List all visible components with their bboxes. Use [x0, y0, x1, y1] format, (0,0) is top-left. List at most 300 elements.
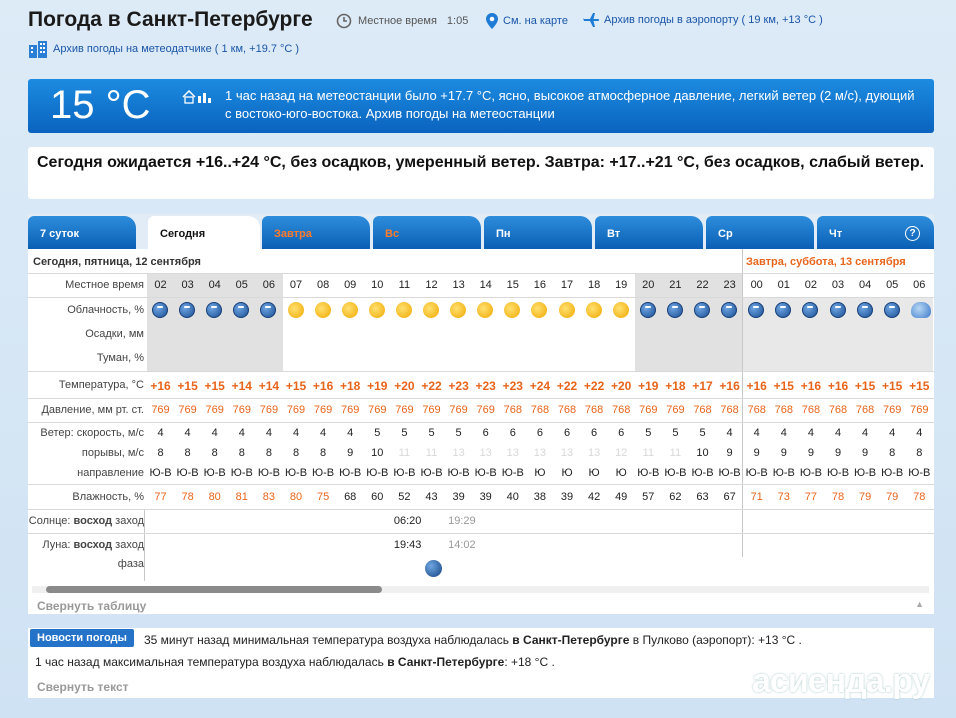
wind-direction-cell: Ю-В — [420, 467, 443, 479]
hour-cell: 18 — [587, 279, 601, 291]
sunset-time: 19:29 — [448, 515, 476, 527]
gust-cell: 9 — [862, 447, 869, 459]
row-label: Ветер: скорость, м/с — [40, 427, 144, 439]
pressure-cell: 769 — [259, 404, 279, 416]
hour-cell: 09 — [344, 279, 357, 291]
hour-cell: 17 — [560, 279, 574, 291]
humidity-cell: 39 — [479, 491, 492, 503]
humidity-cell: 78 — [181, 491, 194, 503]
wind-speed-cell: 4 — [238, 427, 245, 439]
watermark: асиенда.ру — [752, 662, 930, 700]
humidity-cell: 77 — [154, 491, 167, 503]
news-item — [144, 633, 802, 647]
wind-direction-cell: Ю-В — [908, 467, 931, 479]
row-label: Влажность, % — [72, 491, 144, 503]
wind-speed-cell: 6 — [591, 427, 598, 439]
sunrise-label: восход — [73, 515, 113, 527]
temperature-cell: +23 — [475, 379, 496, 393]
clear-night-icon — [667, 302, 683, 318]
hour-cell: 15 — [506, 279, 519, 291]
row-fog — [28, 347, 934, 371]
sun-icon — [586, 302, 602, 318]
pressure-cell: 768 — [557, 404, 577, 416]
temperature-cell: +15 — [285, 379, 307, 393]
temperature-cell: +16 — [150, 379, 171, 393]
humidity-cell: 78 — [913, 491, 926, 503]
humidity-cell: 67 — [723, 491, 736, 503]
wind-speed-cell: 4 — [807, 427, 814, 439]
moonset-label: заход — [115, 539, 144, 551]
temperature-cell: +17 — [692, 379, 713, 393]
tab-label: Завтра — [274, 228, 312, 240]
hour-cell: 03 — [831, 279, 845, 291]
airport-archive-label[interactable]: Архив погоды в аэропорту ( 19 км, +13 °C ) — [604, 14, 823, 26]
hour-cell: 00 — [750, 279, 763, 291]
sun-icon — [288, 302, 304, 318]
tab-thursday[interactable] — [817, 216, 934, 249]
wind-speed-cell: 5 — [455, 427, 462, 439]
wind-speed-cell: 4 — [726, 427, 733, 439]
wind-direction-cell: Ю-В — [203, 467, 226, 479]
temperature-cell: +15 — [909, 379, 930, 393]
clear-night-icon — [206, 302, 222, 318]
gust-cell: 8 — [238, 447, 245, 459]
pressure-cell: 769 — [232, 404, 251, 416]
row-label — [28, 539, 144, 551]
humidity-cell: 60 — [371, 491, 384, 503]
wind-direction-cell: Ю-В — [149, 467, 172, 479]
moonset-time: 14:02 — [448, 539, 476, 551]
cloudy-night-icon — [911, 302, 931, 318]
temperature-cell: +15 — [882, 379, 903, 393]
temperature-cell: +15 — [854, 379, 876, 393]
collapse-table-link[interactable]: Свернуть таблицу — [37, 599, 147, 613]
wind-speed-cell: 4 — [292, 427, 300, 439]
gust-cell: 11 — [669, 447, 682, 459]
news-badge: Новости погоды — [30, 629, 134, 647]
pressure-cell: 769 — [666, 404, 685, 416]
gust-cell: 8 — [320, 447, 327, 459]
wind-speed-cell: 4 — [320, 427, 327, 439]
temperature-cell: +18 — [340, 379, 361, 393]
row-wind_speed — [28, 422, 934, 444]
hour-cell: 05 — [235, 279, 248, 291]
temperature-cell: +19 — [367, 379, 388, 393]
wind-direction-cell: Ю-В — [718, 467, 741, 479]
sun-icon — [423, 302, 439, 318]
scrollbar-thumb[interactable] — [46, 586, 382, 593]
clear-night-icon — [694, 302, 710, 318]
pressure-cell: 768 — [584, 404, 604, 416]
wind-speed-cell: 6 — [563, 427, 571, 439]
temperature-cell: +23 — [502, 379, 523, 393]
row-sun — [28, 509, 934, 533]
temperature-cell: +16 — [719, 379, 740, 393]
sun-icon — [315, 302, 331, 318]
pressure-cell: 769 — [449, 404, 468, 416]
tomorrow-date-label: Завтра, суббота, 13 сентября — [746, 256, 906, 268]
temperature-cell: +15 — [177, 379, 198, 393]
humidity-cell: 81 — [235, 491, 248, 503]
hour-cell: 04 — [208, 279, 221, 291]
humidity-cell: 80 — [289, 491, 303, 503]
row-label: Температура, °C — [58, 379, 144, 391]
wind-direction-cell: Ю-В — [799, 467, 822, 479]
wind-direction-cell: Ю — [534, 467, 546, 479]
building-icon — [28, 40, 50, 58]
gust-cell: 8 — [916, 447, 923, 459]
gust-cell: 10 — [696, 447, 709, 459]
gust-cell: 8 — [157, 447, 164, 459]
sun-icon — [613, 302, 629, 318]
gust-cell: 9 — [753, 447, 760, 459]
tab-label: Сегодня — [160, 228, 206, 240]
pressure-cell: 768 — [801, 404, 821, 416]
tab-7-days[interactable] — [28, 216, 136, 249]
pressure-cell: 768 — [747, 404, 766, 416]
wind-direction-cell: Ю-В — [664, 467, 687, 479]
sun-icon — [504, 302, 520, 318]
wind-speed-cell: 6 — [618, 427, 625, 439]
current-weather-banner — [28, 79, 934, 133]
news-text: : +18 °C . — [504, 655, 555, 669]
row-label: Осадки, мм — [85, 328, 144, 340]
wind-speed-cell: 5 — [401, 427, 408, 439]
tab-label: Ср — [718, 228, 733, 240]
wind-speed-cell: 6 — [509, 427, 516, 439]
gust-cell: 11 — [425, 447, 438, 459]
humidity-cell: 79 — [886, 491, 899, 503]
hour-cell: 03 — [181, 279, 194, 291]
news-city: в Санкт-Петербурге — [387, 655, 505, 669]
humidity-cell: 62 — [669, 491, 682, 503]
row-label: порывы, м/с — [81, 447, 144, 459]
row-temp — [28, 371, 934, 398]
pressure-cell: 769 — [368, 404, 387, 416]
row-direction — [28, 463, 934, 484]
horizontal-scrollbar[interactable] — [32, 586, 929, 593]
clear-night-icon — [748, 302, 764, 318]
gust-cell: 13 — [560, 447, 574, 459]
sun-icon — [531, 302, 547, 318]
temperature-cell: +23 — [448, 379, 469, 393]
airport-archive-link[interactable] — [583, 13, 823, 27]
hour-cell: 02 — [804, 279, 818, 291]
pressure-cell: 769 — [422, 404, 441, 416]
gust-cell: 11 — [642, 447, 654, 459]
temperature-cell: +19 — [638, 379, 659, 393]
hour-cell: 22 — [696, 279, 709, 291]
wind-direction-cell: Ю-В — [826, 467, 850, 479]
wind-direction-cell: Ю — [588, 467, 600, 479]
tab-tuesday[interactable] — [595, 216, 703, 249]
hour-cell: 10 — [371, 279, 384, 291]
temperature-cell: +22 — [556, 379, 578, 393]
pressure-cell: 768 — [855, 404, 875, 416]
temperature-cell: +22 — [421, 379, 442, 393]
collapse-text-link[interactable]: Свернуть текст — [37, 680, 129, 694]
wind-speed-cell: 5 — [672, 427, 679, 439]
wind-direction-cell: Ю-В — [637, 467, 660, 479]
wind-speed-cell: 4 — [916, 427, 923, 439]
temperature-cell: +15 — [773, 379, 794, 393]
local-time-label: Местное время — [358, 15, 437, 27]
gust-cell: 9 — [807, 447, 814, 459]
wind-direction-cell: Ю-В — [257, 467, 280, 479]
gust-cell: 9 — [347, 447, 354, 459]
moon-phase-label: фаза — [117, 558, 144, 570]
gust-cell: 13 — [452, 447, 465, 459]
pressure-cell: 768 — [720, 404, 739, 416]
today-date-label: Сегодня, пятница, 12 сентября — [33, 256, 201, 268]
wind-speed-cell: 6 — [482, 427, 489, 439]
humidity-cell: 79 — [858, 491, 872, 503]
current-weather-description[interactable]: 1 час назад на метеостанции было +17.7 °C, ясно, высокое атмосферное давление, легкий ветер (2 м/с), дующий с востоко-юго-востока. Архив погоды на метеостанции — [225, 88, 915, 121]
clear-night-icon — [233, 302, 249, 318]
row-time — [28, 273, 934, 297]
tab-sunday[interactable] — [373, 216, 481, 249]
help-icon[interactable]: ? — [905, 226, 920, 241]
wind-direction-cell: Ю-В — [745, 467, 768, 479]
map-link[interactable] — [486, 13, 568, 29]
tab-label: Вт — [607, 228, 621, 240]
wind-direction-cell: Ю-В — [854, 467, 877, 479]
wind-direction-cell: Ю — [615, 467, 627, 479]
pressure-cell: 769 — [639, 404, 658, 416]
wind-speed-cell: 5 — [374, 427, 381, 439]
row-clouds — [28, 297, 934, 322]
humidity-cell: 68 — [344, 491, 357, 503]
wind-direction-cell: Ю-В — [366, 467, 389, 479]
gust-cell: 9 — [726, 447, 733, 459]
wind-direction-cell: Ю-В — [339, 467, 362, 479]
sunset-label: заход — [115, 515, 144, 527]
tab-label: Вс — [385, 228, 400, 240]
row-gusts — [28, 444, 934, 463]
tab-wednesday[interactable] — [706, 216, 814, 249]
wind-direction-cell: Ю-В — [447, 467, 470, 479]
wind-speed-cell: 4 — [347, 427, 354, 439]
tab-label: Пн — [496, 228, 511, 240]
wind-speed-cell: 4 — [265, 427, 272, 439]
sun-icon — [477, 302, 493, 318]
hour-cell: 19 — [615, 279, 628, 291]
hour-cell: 07 — [289, 279, 303, 291]
sun-icon — [396, 302, 412, 318]
wind-speed-cell: 5 — [428, 427, 435, 439]
hour-cell: 16 — [533, 279, 547, 291]
humidity-cell: 38 — [533, 491, 547, 503]
sun-icon — [369, 302, 385, 318]
humidity-cell: 75 — [316, 491, 330, 503]
pressure-cell: 768 — [774, 404, 793, 416]
wind-direction-cell: Ю-В — [881, 467, 904, 479]
news-text: 1 час назад максимальная температура воздуха наблюдалась — [35, 655, 388, 669]
row-label: направление — [77, 467, 144, 479]
sun-label: Солнце: — [28, 515, 71, 527]
sun-icon — [342, 302, 358, 318]
news-item — [35, 655, 555, 669]
meteo-archive-link[interactable] — [28, 40, 299, 58]
humidity-cell: 49 — [615, 491, 628, 503]
humidity-cell: 39 — [560, 491, 574, 503]
temperature-cell: +20 — [611, 379, 632, 393]
temperature-cell: +20 — [394, 379, 415, 393]
wind-direction-cell: Ю-В — [474, 467, 497, 479]
map-link-label[interactable]: См. на карте — [503, 15, 568, 27]
pressure-cell: 769 — [286, 404, 306, 416]
humidity-cell: 42 — [587, 491, 601, 503]
pressure-cell: 769 — [178, 404, 197, 416]
hour-cell: 05 — [886, 279, 899, 291]
clear-night-icon — [830, 302, 846, 318]
hour-cell: 06 — [262, 279, 276, 291]
gust-cell: 9 — [834, 447, 842, 459]
humidity-cell: 78 — [831, 491, 845, 503]
temperature-cell: +14 — [231, 379, 252, 393]
wind-direction-cell: Ю-В — [393, 467, 416, 479]
collapse-arrow-icon[interactable]: ▲ — [915, 599, 924, 609]
wind-speed-cell: 4 — [889, 427, 896, 439]
wind-direction-cell: Ю — [561, 467, 573, 479]
pressure-cell: 768 — [612, 404, 631, 416]
moonrise-label: восход — [73, 539, 113, 551]
page-title: Погода в Санкт-Петербурге — [28, 8, 313, 31]
row-label: Давление, мм рт. ст. — [41, 404, 144, 416]
local-time-value: 1:05 — [446, 15, 469, 27]
pressure-cell: 768 — [503, 404, 522, 416]
temperature-cell: +16 — [800, 379, 822, 393]
wind-speed-cell: 4 — [862, 427, 869, 439]
hour-cell: 23 — [723, 279, 736, 291]
wind-direction-cell: Ю-В — [501, 467, 524, 479]
pressure-cell: 768 — [828, 404, 848, 416]
news-text: в Пулково (аэропорт): +13 °C . — [629, 633, 802, 647]
humidity-cell: 40 — [506, 491, 519, 503]
gust-cell: 13 — [479, 447, 492, 459]
humidity-cell: 63 — [696, 491, 709, 503]
gust-cell: 13 — [506, 447, 519, 459]
humidity-cell: 83 — [262, 491, 276, 503]
tab-monday[interactable] — [484, 216, 592, 249]
pressure-cell: 769 — [476, 404, 495, 416]
humidity-cell: 52 — [398, 491, 411, 503]
wind-speed-cell: 4 — [157, 427, 164, 439]
temperature-cell: +16 — [827, 379, 849, 393]
clear-night-icon — [721, 302, 737, 318]
tab-label: 7 суток — [40, 228, 80, 240]
pressure-cell: 769 — [151, 404, 170, 416]
gust-cell: 10 — [371, 447, 384, 459]
clear-night-icon — [260, 302, 276, 318]
moon-label: Луна: — [42, 539, 71, 551]
wind-direction-cell: Ю-В — [284, 467, 308, 479]
hour-cell: 20 — [642, 279, 655, 291]
gust-cell: 13 — [587, 447, 601, 459]
hour-cell: 06 — [913, 279, 926, 291]
pressure-cell: 769 — [341, 404, 360, 416]
wind-direction-cell: Ю-В — [230, 467, 253, 479]
gust-cell: 8 — [184, 447, 191, 459]
row-precip — [28, 322, 934, 347]
clear-night-icon — [152, 302, 168, 318]
gust-cell: 12 — [615, 447, 628, 459]
humidity-cell: 39 — [452, 491, 465, 503]
pressure-cell: 768 — [693, 404, 712, 416]
tab-tomorrow[interactable] — [262, 216, 370, 249]
gust-cell: 9 — [780, 447, 787, 459]
pressure-cell: 769 — [395, 404, 414, 416]
row-label: Облачность, % — [67, 304, 144, 316]
hour-cell: 21 — [669, 279, 682, 291]
wind-direction-cell: Ю-В — [691, 467, 714, 479]
meteo-archive-label[interactable]: Архив погоды на метеодатчике ( 1 км, +19.7 °C ) — [53, 43, 300, 55]
gust-cell: 8 — [292, 447, 300, 459]
temperature-cell: +14 — [258, 379, 280, 393]
gust-cell: 8 — [265, 447, 272, 459]
sunrise-time: 06:20 — [393, 515, 422, 527]
hour-cell: 08 — [316, 279, 330, 291]
wind-speed-cell: 6 — [536, 427, 543, 439]
sun-icon — [450, 302, 466, 318]
wind-speed-cell: 4 — [184, 427, 191, 439]
pressure-cell: 769 — [883, 404, 902, 416]
clear-night-icon — [884, 302, 900, 318]
humidity-cell: 80 — [208, 491, 221, 503]
sun-icon — [559, 302, 575, 318]
news-text: 35 минут назад минимальная температура воздуха наблюдалась — [144, 633, 513, 647]
hour-cell: 04 — [858, 279, 872, 291]
local-time — [336, 13, 468, 29]
hourly-forecast-table — [28, 249, 934, 614]
wind-direction-cell: Ю-В — [312, 467, 335, 479]
map-pin-icon — [486, 13, 498, 29]
hour-cell: 01 — [777, 279, 790, 291]
hour-cell: 12 — [425, 279, 438, 291]
pressure-cell: 769 — [313, 404, 333, 416]
wind-speed-cell: 5 — [699, 427, 706, 439]
gust-cell: 11 — [398, 447, 411, 459]
humidity-cell: 73 — [777, 491, 790, 503]
wind-speed-cell: 5 — [645, 427, 652, 439]
news-city: в Санкт-Петербурге — [512, 633, 630, 647]
clear-night-icon — [857, 302, 873, 318]
row-label: Туман, % — [96, 352, 144, 364]
gust-cell: 8 — [211, 447, 218, 459]
row-moon — [28, 533, 934, 581]
gust-cell: 8 — [889, 447, 896, 459]
pressure-cell: 769 — [205, 404, 224, 416]
temperature-cell: +24 — [529, 379, 551, 393]
clear-night-icon — [802, 302, 818, 318]
humidity-cell: 43 — [425, 491, 438, 503]
forecast-summary: Сегодня ожидается +16..+24 °C, без осадков, умеренный ветер. Завтра: +17..+21 °C, без осадков, слабый ветер. — [28, 147, 934, 199]
hour-cell: 11 — [398, 279, 411, 291]
moonrise-time: 19:43 — [393, 539, 422, 551]
wind-direction-cell: Ю-В — [772, 467, 795, 479]
wind-speed-cell: 4 — [211, 427, 218, 439]
gust-cell: 13 — [533, 447, 547, 459]
row-humidity — [28, 484, 934, 509]
tab-label: Чт — [829, 228, 843, 240]
wind-speed-cell: 4 — [753, 427, 760, 439]
wind-speed-cell: 4 — [780, 427, 787, 439]
clear-night-icon — [179, 302, 195, 318]
row-pressure — [28, 398, 934, 422]
row-label: Местное время — [65, 279, 144, 291]
tab-today[interactable] — [148, 216, 260, 249]
pressure-cell: 769 — [910, 404, 929, 416]
